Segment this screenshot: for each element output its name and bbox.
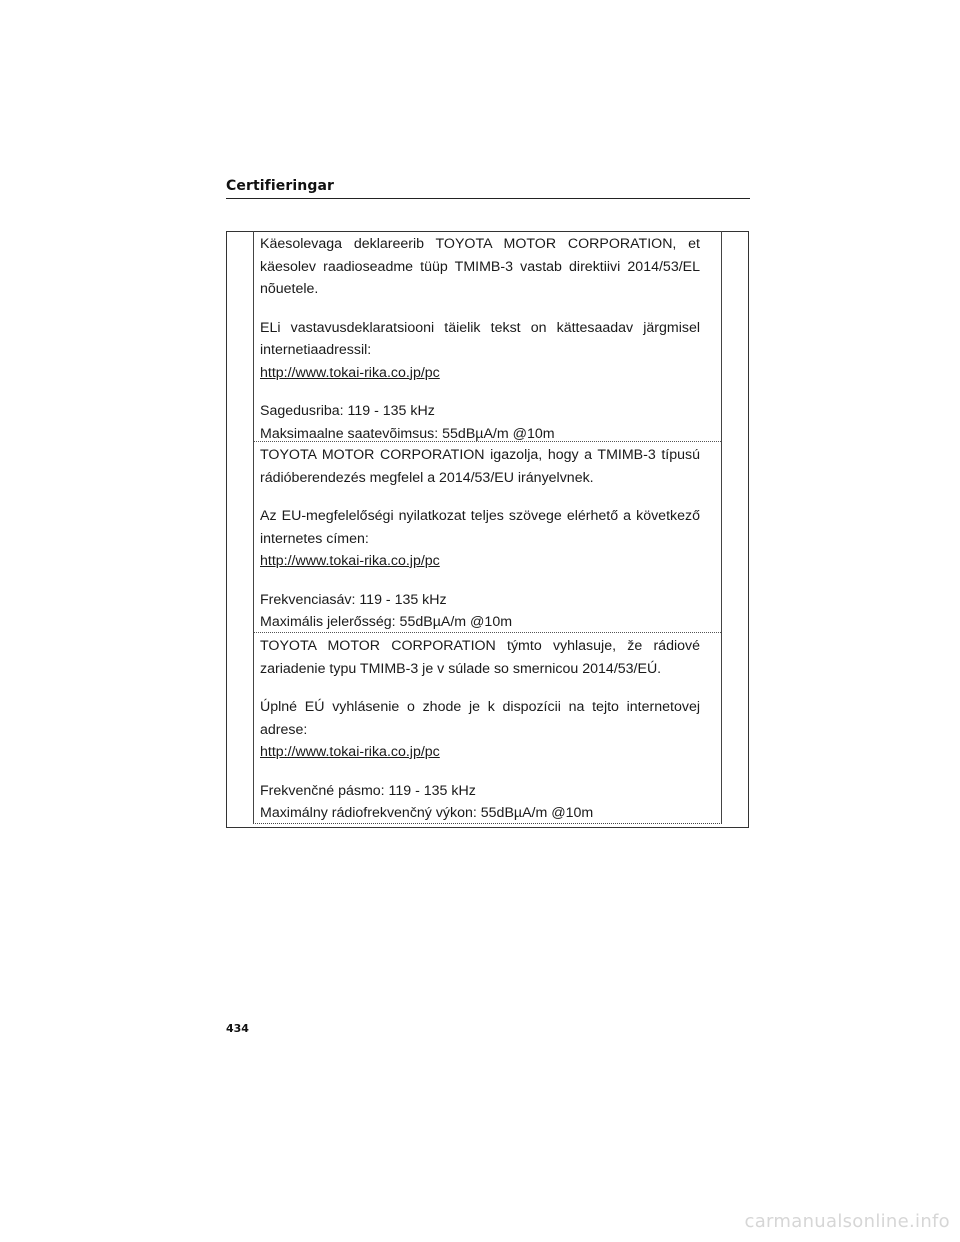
declaration-block-estonian [254, 233, 721, 445]
declaration-box [253, 231, 722, 824]
frequency-text: Frekvenciasáv: 119 - 135 kHz [260, 591, 447, 608]
power-text: Maksimaalne saatevõimsus: 55dBµA/m @10m [260, 425, 555, 442]
availability-text: Az EU-megfelelőségi nyilatkozat teljes szövege elérhető a következő internetes címen: [260, 508, 700, 547]
power-text: Maximálny rádiofrekvenčný výkon: 55dBµA/m @10m [260, 805, 594, 821]
declaration-link[interactable]: http://www.tokai-rika.co.jp/pc [260, 553, 440, 569]
declaration-text: TOYOTA MOTOR CORPORATION igazolja, hogy a TMIMB-3 típusú rádióberendezés megfelel a 2014/53/EU irányelvnek. [260, 447, 700, 486]
section-title: Certifieringar [226, 178, 334, 194]
title-divider [226, 198, 750, 199]
watermark: carmanualsonline.info [744, 1211, 950, 1232]
page-number: 434 [226, 1022, 249, 1035]
declaration-text: TOYOTA MOTOR CORPORATION týmto vyhlasuje, že rádiové zariadenie typu TMIMB-3 je v súlade so smernicou 2014/53/EÚ. [260, 638, 700, 677]
block-separator [254, 632, 721, 633]
frequency-text: Sagedusriba: 119 - 135 kHz [260, 403, 435, 419]
declaration-text: Käesolevaga deklareerib TOYOTA MOTOR CORPORATION, et käesolev raadioseadme tüüp TMIMB-3 vastab direktiivi 2014/53/EL nõuetele. [260, 236, 700, 297]
availability-text: Úplné EÚ vyhlásenie o zhode je k dispozícii na tejto internetovej adrese: [260, 699, 700, 738]
declaration-block-hungarian [254, 444, 721, 634]
declaration-link[interactable]: http://www.tokai-rika.co.jp/pc [260, 364, 440, 381]
frequency-text: Frekvenčné pásmo: 119 - 135 kHz [260, 782, 476, 799]
power-text: Maximális jelerősség: 55dBµA/m @10m [260, 614, 513, 630]
declaration-link[interactable]: http://www.tokai-rika.co.jp/pc [260, 744, 440, 760]
block-separator [254, 441, 721, 442]
declaration-block-slovak [254, 635, 721, 825]
availability-text: ELi vastavusdeklaratsiooni täielik tekst on kättesaadav järgmisel internetiaadressil: [260, 319, 700, 358]
